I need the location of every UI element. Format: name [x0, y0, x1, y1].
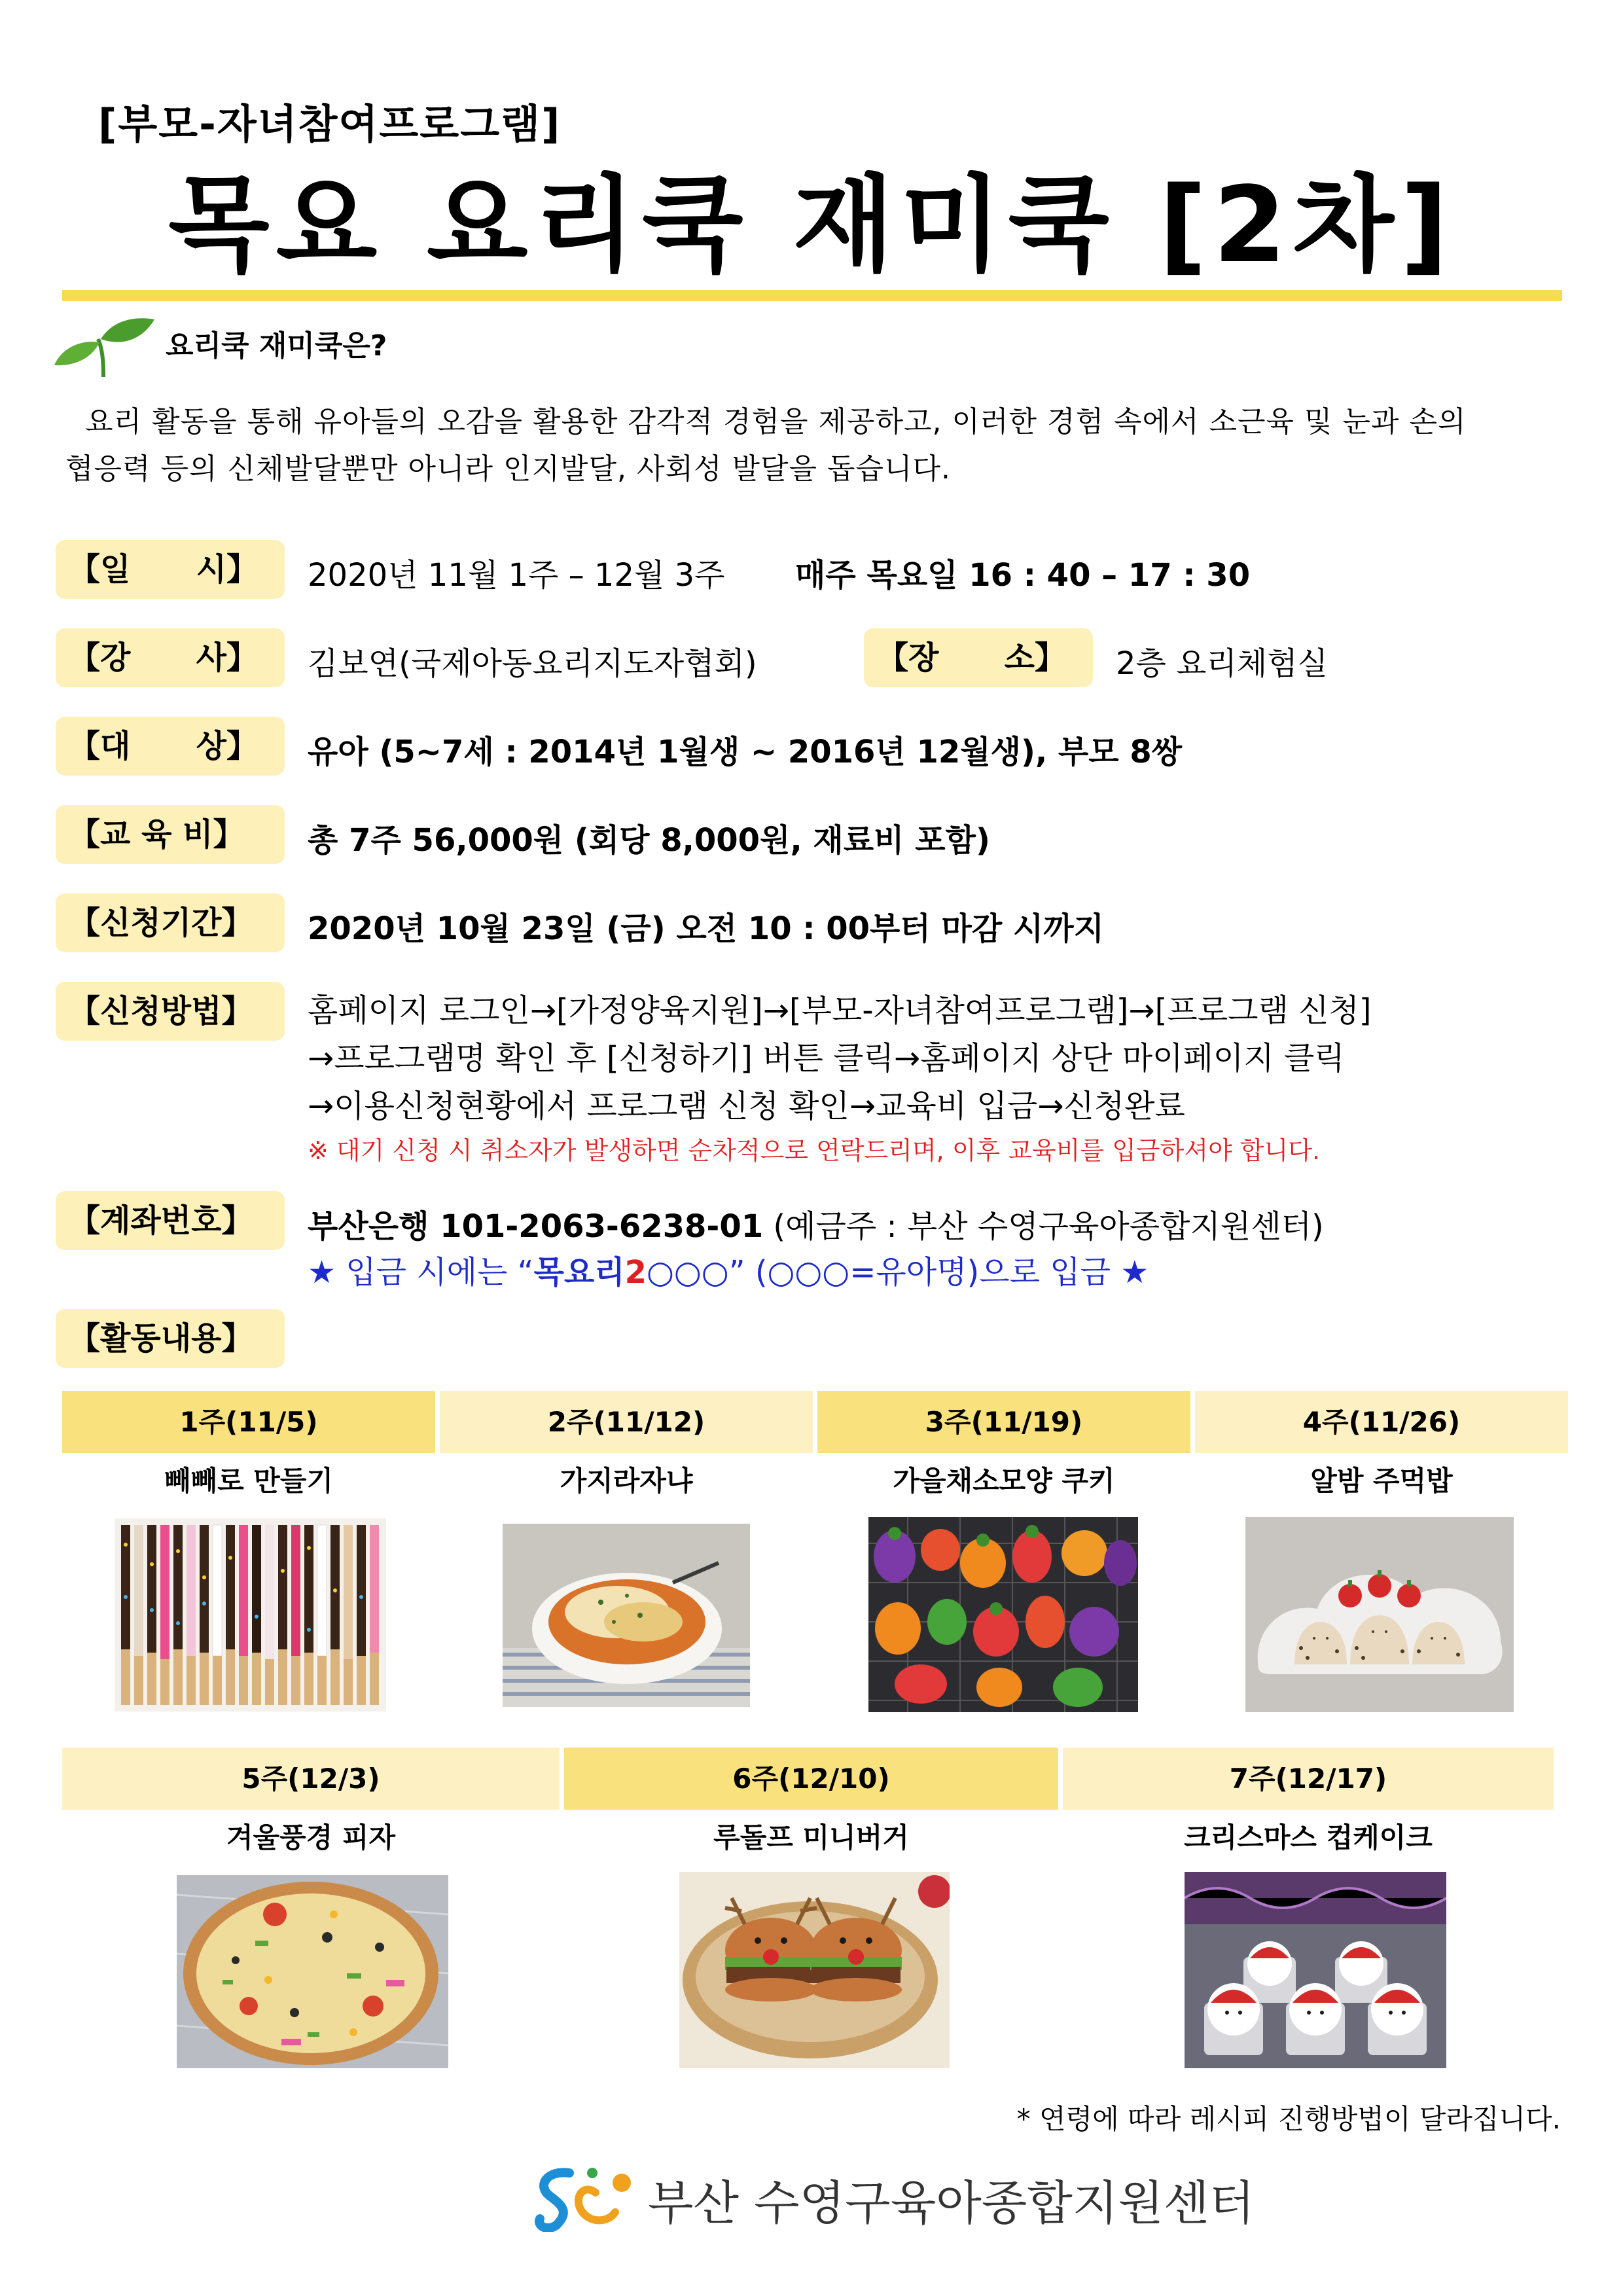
date-value: 2020년 11월 1주 – 12월 3주	[308, 557, 725, 594]
place-value: 2층 요리체험실	[1116, 645, 1329, 682]
deposit-number: 2	[624, 1254, 647, 1291]
week-1-name: 빼빼로 만들기	[164, 1465, 334, 1497]
center-logo	[530, 2160, 641, 2232]
vegetable-cookies-photo	[868, 1517, 1138, 1712]
account-line	[308, 1201, 1324, 1246]
fee-value: 총 7주 56,000원 (회당 8,000원, 재료비 포함)	[308, 822, 990, 859]
activities-label: 【활동내용】	[56, 1309, 285, 1368]
chestnut-riceball-photo	[1245, 1517, 1514, 1712]
waitlist-note: ※ 대기 신청 시 취소자가 발생하면 순차적으로 연락드리며, 이후 교육비를 입금하셔야 합니다.	[308, 1136, 1321, 1165]
organization-name: 부산 수영구육아종합지원센터	[648, 2176, 1255, 2231]
method-label: 【신청방법】	[56, 982, 285, 1041]
target-label: 【대 상】	[56, 717, 285, 776]
date-label: 【일 시】	[56, 540, 285, 599]
account-number: 부산은행 101-2063-6238-01	[308, 1208, 764, 1245]
age-footnote: * 연령에 따라 레시피 진행방법이 달라집니다.	[1016, 2103, 1561, 2135]
place-label: 【장 소】	[864, 628, 1093, 687]
rudolph-burger-photo	[679, 1872, 950, 2068]
pepero-sticks-photo	[115, 1518, 386, 1712]
week-3-name: 가을채소모양 쿠키	[893, 1465, 1115, 1497]
week-5-name: 겨울풍경 피자	[226, 1821, 396, 1854]
fee-label: 【교 육 비】	[56, 805, 285, 864]
christmas-cupcake-photo	[1185, 1872, 1446, 2068]
intro-text-line-2: 협응력 등의 신체발달뿐만 아니라 인지발달, 사회성 발달을 돕습니다.	[65, 452, 951, 486]
winter-pizza-photo	[177, 1875, 448, 2068]
deposit-prefix: ★ 입금 시에는 “	[308, 1254, 534, 1291]
method-line-3: →이용신청현황에서 프로그램 신청 확인→교육비 입금→신청완료	[308, 1088, 1185, 1124]
account-label: 【계좌번호】	[56, 1191, 285, 1250]
title-divider	[62, 290, 1562, 301]
method-line-2: →프로그램명 확인 후 [신청하기] 버튼 클릭→홈페이지 상단 마이페이지 클릭	[308, 1040, 1345, 1077]
instructor-label: 【강 사】	[56, 628, 285, 687]
week-7-name: 크리스마스 컵케이크	[1184, 1821, 1433, 1854]
deposit-keyword: 목요리	[533, 1254, 625, 1291]
page-title: 목요 요리쿡 재미쿡 [2차]	[168, 164, 1455, 286]
deposit-instruction	[308, 1247, 1149, 1292]
week-4-name: 알밤 주먹밥	[1310, 1465, 1453, 1497]
deposit-placeholder: ○○○	[647, 1254, 729, 1291]
program-category: [부모-자녀참여프로그램]	[98, 100, 562, 148]
date-time: 매주 목요일 16 : 40 – 17 : 30	[795, 557, 1251, 594]
week-6-header: 6주(12/10)	[564, 1748, 1058, 1810]
week-4-header: 4주(11/26)	[1195, 1391, 1568, 1453]
week-5-header: 5주(12/3)	[62, 1748, 560, 1810]
target-value: 유아 (5~7세 : 2014년 1월생 ~ 2016년 12월생), 부모 8쌍	[308, 734, 1183, 770]
method-line-1: 홈페이지 로그인→[가정양육지원]→[부모-자녀참여프로그램]→[프로그램 신청]	[308, 992, 1372, 1029]
week-7-header: 7주(12/17)	[1063, 1748, 1554, 1810]
sprout-icon	[51, 313, 156, 378]
instructor-value: 김보연(국제아동요리지도자협회)	[308, 645, 757, 682]
week-1-header: 1주(11/5)	[62, 1391, 435, 1453]
week-3-header: 3주(11/19)	[817, 1391, 1190, 1453]
deposit-suffix: ” (○○○=유아명)으로 입금 ★	[728, 1254, 1149, 1291]
intro-text-line-1: 요리 활동을 통해 유아들의 오감을 활용한 감각적 경험을 제공하고, 이러한 경험 속에서 소근육 및 눈과 손의	[85, 405, 1467, 439]
account-holder: (예금주 : 부산 수영구육아종합지원센터)	[773, 1208, 1324, 1245]
week-6-name: 루돌프 미니버거	[713, 1821, 909, 1854]
intro-heading: 요리쿡 재미쿡은?	[166, 329, 387, 363]
period-label: 【신청기간】	[56, 893, 285, 952]
week-2-name: 가지라자냐	[560, 1465, 693, 1497]
eggplant-lasagna-photo	[503, 1524, 750, 1707]
week-2-header: 2주(11/12)	[440, 1391, 813, 1453]
period-value: 2020년 10월 23일 (금) 오전 10 : 00부터 마감 시까지	[308, 910, 1105, 947]
